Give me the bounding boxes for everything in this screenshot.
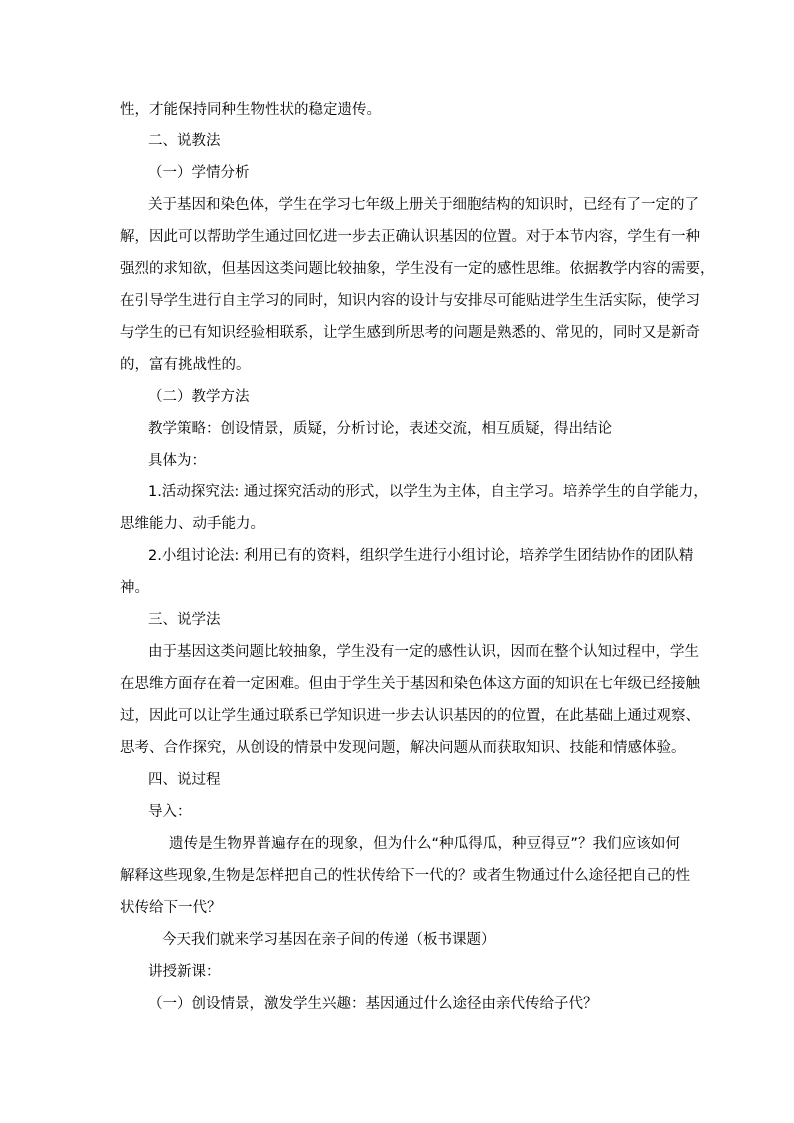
paragraph-line: 关于基因和染色体，学生在学习七年级上册关于细胞结构的知识时，已经有了一定的了 bbox=[148, 197, 699, 213]
section-heading: 三、说学法 bbox=[148, 612, 221, 628]
paragraph-line: 与学生的已有知识经验相联系，让学生感到所思考的问题是熟悉的、常见的，同时又是新奇 bbox=[120, 325, 700, 341]
paragraph-line: 的，富有挑战性的。 bbox=[120, 357, 251, 373]
paragraph-line: 解，因此可以帮助学生通过回忆进一步去正确认识基因的位置。对于本节内容，学生有一种 bbox=[120, 229, 700, 245]
list-item: 2.小组讨论法: 利用已有的资料，组织学生进行小组讨论，培养学生团结协作的团队精 bbox=[148, 548, 694, 564]
paragraph-line: 由于基因这类问题比较抽象，学生没有一定的感性认识，因而在整个认知过程中，学生 bbox=[148, 644, 699, 660]
paragraph-line: 讲授新课： bbox=[148, 964, 221, 980]
paragraph-line: 过，因此可以让学生通过联系已学知识进一步去认识基因的的位置，在此基础上通过观察、 bbox=[120, 708, 700, 724]
subsection-heading: （一）创设情景，激发学生兴趣：基因通过什么途径由亲代传给子代？ bbox=[148, 996, 598, 1012]
paragraph-line: 思考、合作探究，从创设的情景中发现问题，解决问题从而获取知识、技能和情感体验。 bbox=[120, 740, 686, 756]
subsection-heading: （二）教学方法 bbox=[148, 389, 250, 405]
paragraph-line: 遗传是生物界普遍存在的现象，但为什么“种瓜得瓜，种豆得豆”？我们应该如何 bbox=[169, 836, 680, 852]
paragraph-line: 状传给下一代？ bbox=[120, 900, 222, 916]
paragraph-line: 思维能力、动手能力。 bbox=[120, 516, 265, 532]
paragraph-line: 神。 bbox=[120, 580, 149, 596]
paragraph-line: 导入： bbox=[148, 804, 192, 820]
subsection-heading: （一）学情分析 bbox=[148, 165, 250, 181]
paragraph-line: 具体为： bbox=[148, 453, 206, 469]
list-item: 1.活动探究法: 通过探究活动的形式，以学生为主体，自主学习。培养学生的自学能力， bbox=[148, 484, 708, 500]
paragraph-line: 今天我们就来学习基因在亲子间的传递（板书课题） bbox=[162, 932, 496, 948]
paragraph-line: 在思维方面存在着一定困难。但由于学生关于基因和染色体这方面的知识在七年级已经接触 bbox=[120, 676, 700, 692]
paragraph-line: 在引导学生进行自主学习的同时，知识内容的设计与安排尽可能贴进学生生活实际，使学习 bbox=[120, 293, 700, 309]
paragraph-line: 解释这些现象,生物是怎样把自己的性状传给下一代的？或者生物通过什么途径把自己的性 bbox=[120, 868, 691, 884]
paragraph-line: 强烈的求知欲，但基因这类问题比较抽象，学生没有一定的感性思维。依据教学内容的需要， bbox=[120, 261, 715, 277]
section-heading: 四、说过程 bbox=[148, 772, 221, 788]
paragraph-line: 性，才能保持同种生物性状的稳定遗传。 bbox=[120, 102, 381, 118]
paragraph-line: 教学策略：创设情景，质疑，分析讨论，表述交流，相互质疑，得出结论 bbox=[148, 421, 612, 437]
section-heading: 二、说教法 bbox=[148, 133, 221, 149]
